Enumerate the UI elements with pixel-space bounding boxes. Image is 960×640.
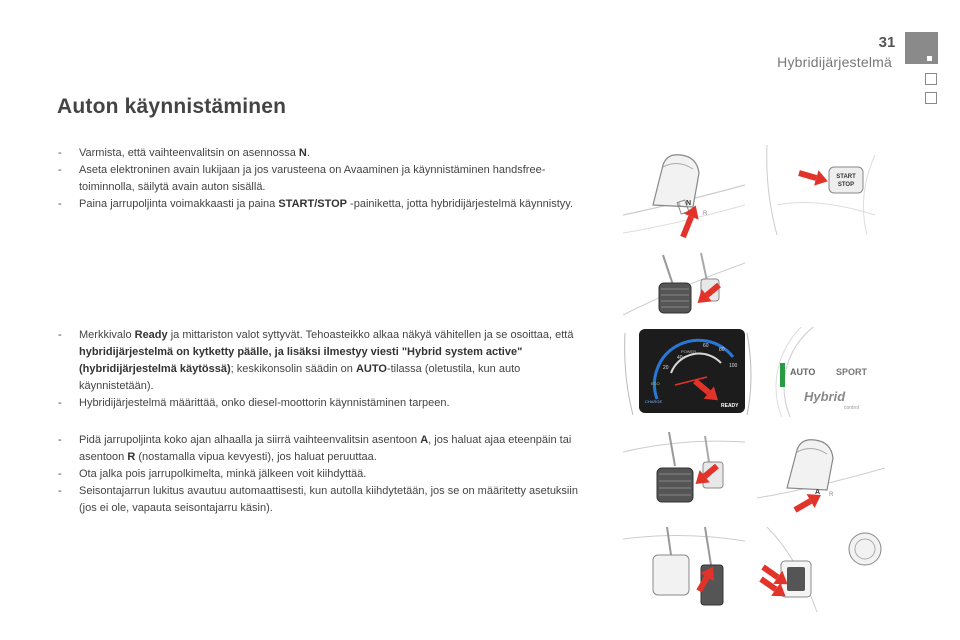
page-number: 31 [878,34,896,51]
control-word: control [844,405,860,411]
instruction-text: ; keskikonsolin säädin on [230,363,356,375]
instruction-text: Aseta elektroninen avain lukijaan ja jos varusteena on Avaaminen ja käynnistäminen handsfree-toiminnolla, säilytä avain auton sisällä. [79,164,546,193]
instruction-item [58,196,588,213]
list-dash: - [58,485,62,497]
instruction-text: Paina jarrupoljinta voimakkaasti ja paina [79,198,279,210]
mode-auto-label: AUTO [790,367,816,377]
chapter-tab-marker [905,32,938,64]
accelerator-pedal-illustration [623,527,745,612]
start-stop-label: START [836,174,856,180]
list-dash: - [58,147,62,159]
emphasis-text: AUTO [355,363,387,375]
emphasis-text: hybridijärjestelmä on kytketty päälle, ja lisäksi ilmestyy viesti "Hybrid system active" (hybridijärjestelmä käytössä) [79,346,523,375]
hybrid-word: Hybrid [804,389,846,404]
instruction-item [58,483,588,517]
gauge-tick: 20 [663,365,669,371]
instruction-text: Varmista, että vaihteenvalitsin on asennossa [79,147,299,159]
instruction-text: Merkkivalo [79,329,135,341]
gauge-label-charge: CHARGE [645,399,663,404]
mode-sport-label: SPORT [836,367,868,377]
list-dash: - [58,198,62,210]
start-stop-label: STOP [837,182,855,188]
brake-pedal-illustration [623,245,745,320]
instruction-item [58,466,588,483]
ready-indicator: READY [721,403,739,409]
list-dash: - [58,397,62,409]
instruction-text: (nostamalla vipua kevyesti), jos haluat peruuttaa. [135,451,377,463]
gauge-tick: 100 [729,363,738,369]
emphasis-text: R [127,451,136,463]
chapter-tab-box [925,92,937,104]
instruction-item [58,327,588,395]
instruction-text: Pidä jarrupoljinta koko ajan alhaalla ja siirrä vaihteenvalitsin asentoon [79,434,421,446]
gear-letter: R [829,492,834,498]
gauge-label-eco: ECO [651,381,660,386]
gear-letter: N [686,200,692,207]
instruction-text: Ota jalka pois jarrupolkimelta, minkä jälkeen voit kiihdyttää. [79,468,367,480]
instruction-text: Seisontajarrun lukitus avautuu automaattisesti, kun autolla kiihdytetään, jos se on määritetty asetuksiin (jos ei ole, vapauta seisontajarru käsin). [79,485,578,514]
instruction-text: . [306,147,310,159]
instruction-block-ready [58,327,588,412]
emphasis-text: A [420,434,429,446]
parking-brake-illustration [757,527,885,612]
chapter-title: Hybridijärjestelmä [777,54,892,70]
gear-letter: R [703,211,708,217]
instruction-text: , jos haluat ajaa eteenpäin tai asentoon [79,434,572,463]
gauge-tick: 60 [703,343,709,349]
gear-letter: A [677,203,682,209]
instruction-block-start [58,145,588,213]
instruction-item [58,432,588,466]
instruction-item [58,145,588,162]
gear-letter: A [815,489,821,496]
list-dash: - [58,164,62,176]
list-dash: - [58,434,62,446]
gauge-tick: 80 [719,347,725,353]
emphasis-text: N [298,147,307,159]
instruction-block-drive-off [58,432,588,517]
instruction-text: -tilassa (oletustila, kun auto käynnistetään). [79,363,521,392]
hybrid-control-illustration [760,327,885,417]
instruction-text: Hybridijärjestelmä määrittää, onko diesel-moottorin käynnistäminen tarpeen. [79,397,450,409]
gauge-label-power: POWER [681,349,697,354]
list-dash: - [58,329,62,341]
chapter-tab-box [925,73,937,85]
emphasis-text: Ready [134,329,168,341]
gear-selector-illustration [623,145,745,240]
instruction-text: ja mittariston valot syttyvät. Tehoasteikko alkaa näkyä vähitellen ja se osoittaa, että [167,329,574,341]
instruction-item [58,162,588,196]
pointer-arrow [797,165,830,189]
instruction-item [58,395,588,412]
gauge-tick: 40 [677,355,683,361]
list-dash: - [58,468,62,480]
instruction-text: -painiketta, jotta hybridijärjestelmä käynnistyy. [347,198,574,210]
gear-selector-illustration [757,432,885,522]
section-title: Auton käynnistäminen [57,95,287,118]
start-stop-illustration [757,145,885,235]
emphasis-text: START/STOP [278,198,347,210]
instrument-cluster-illustration [623,327,753,417]
brake-pedal-illustration [623,432,745,522]
